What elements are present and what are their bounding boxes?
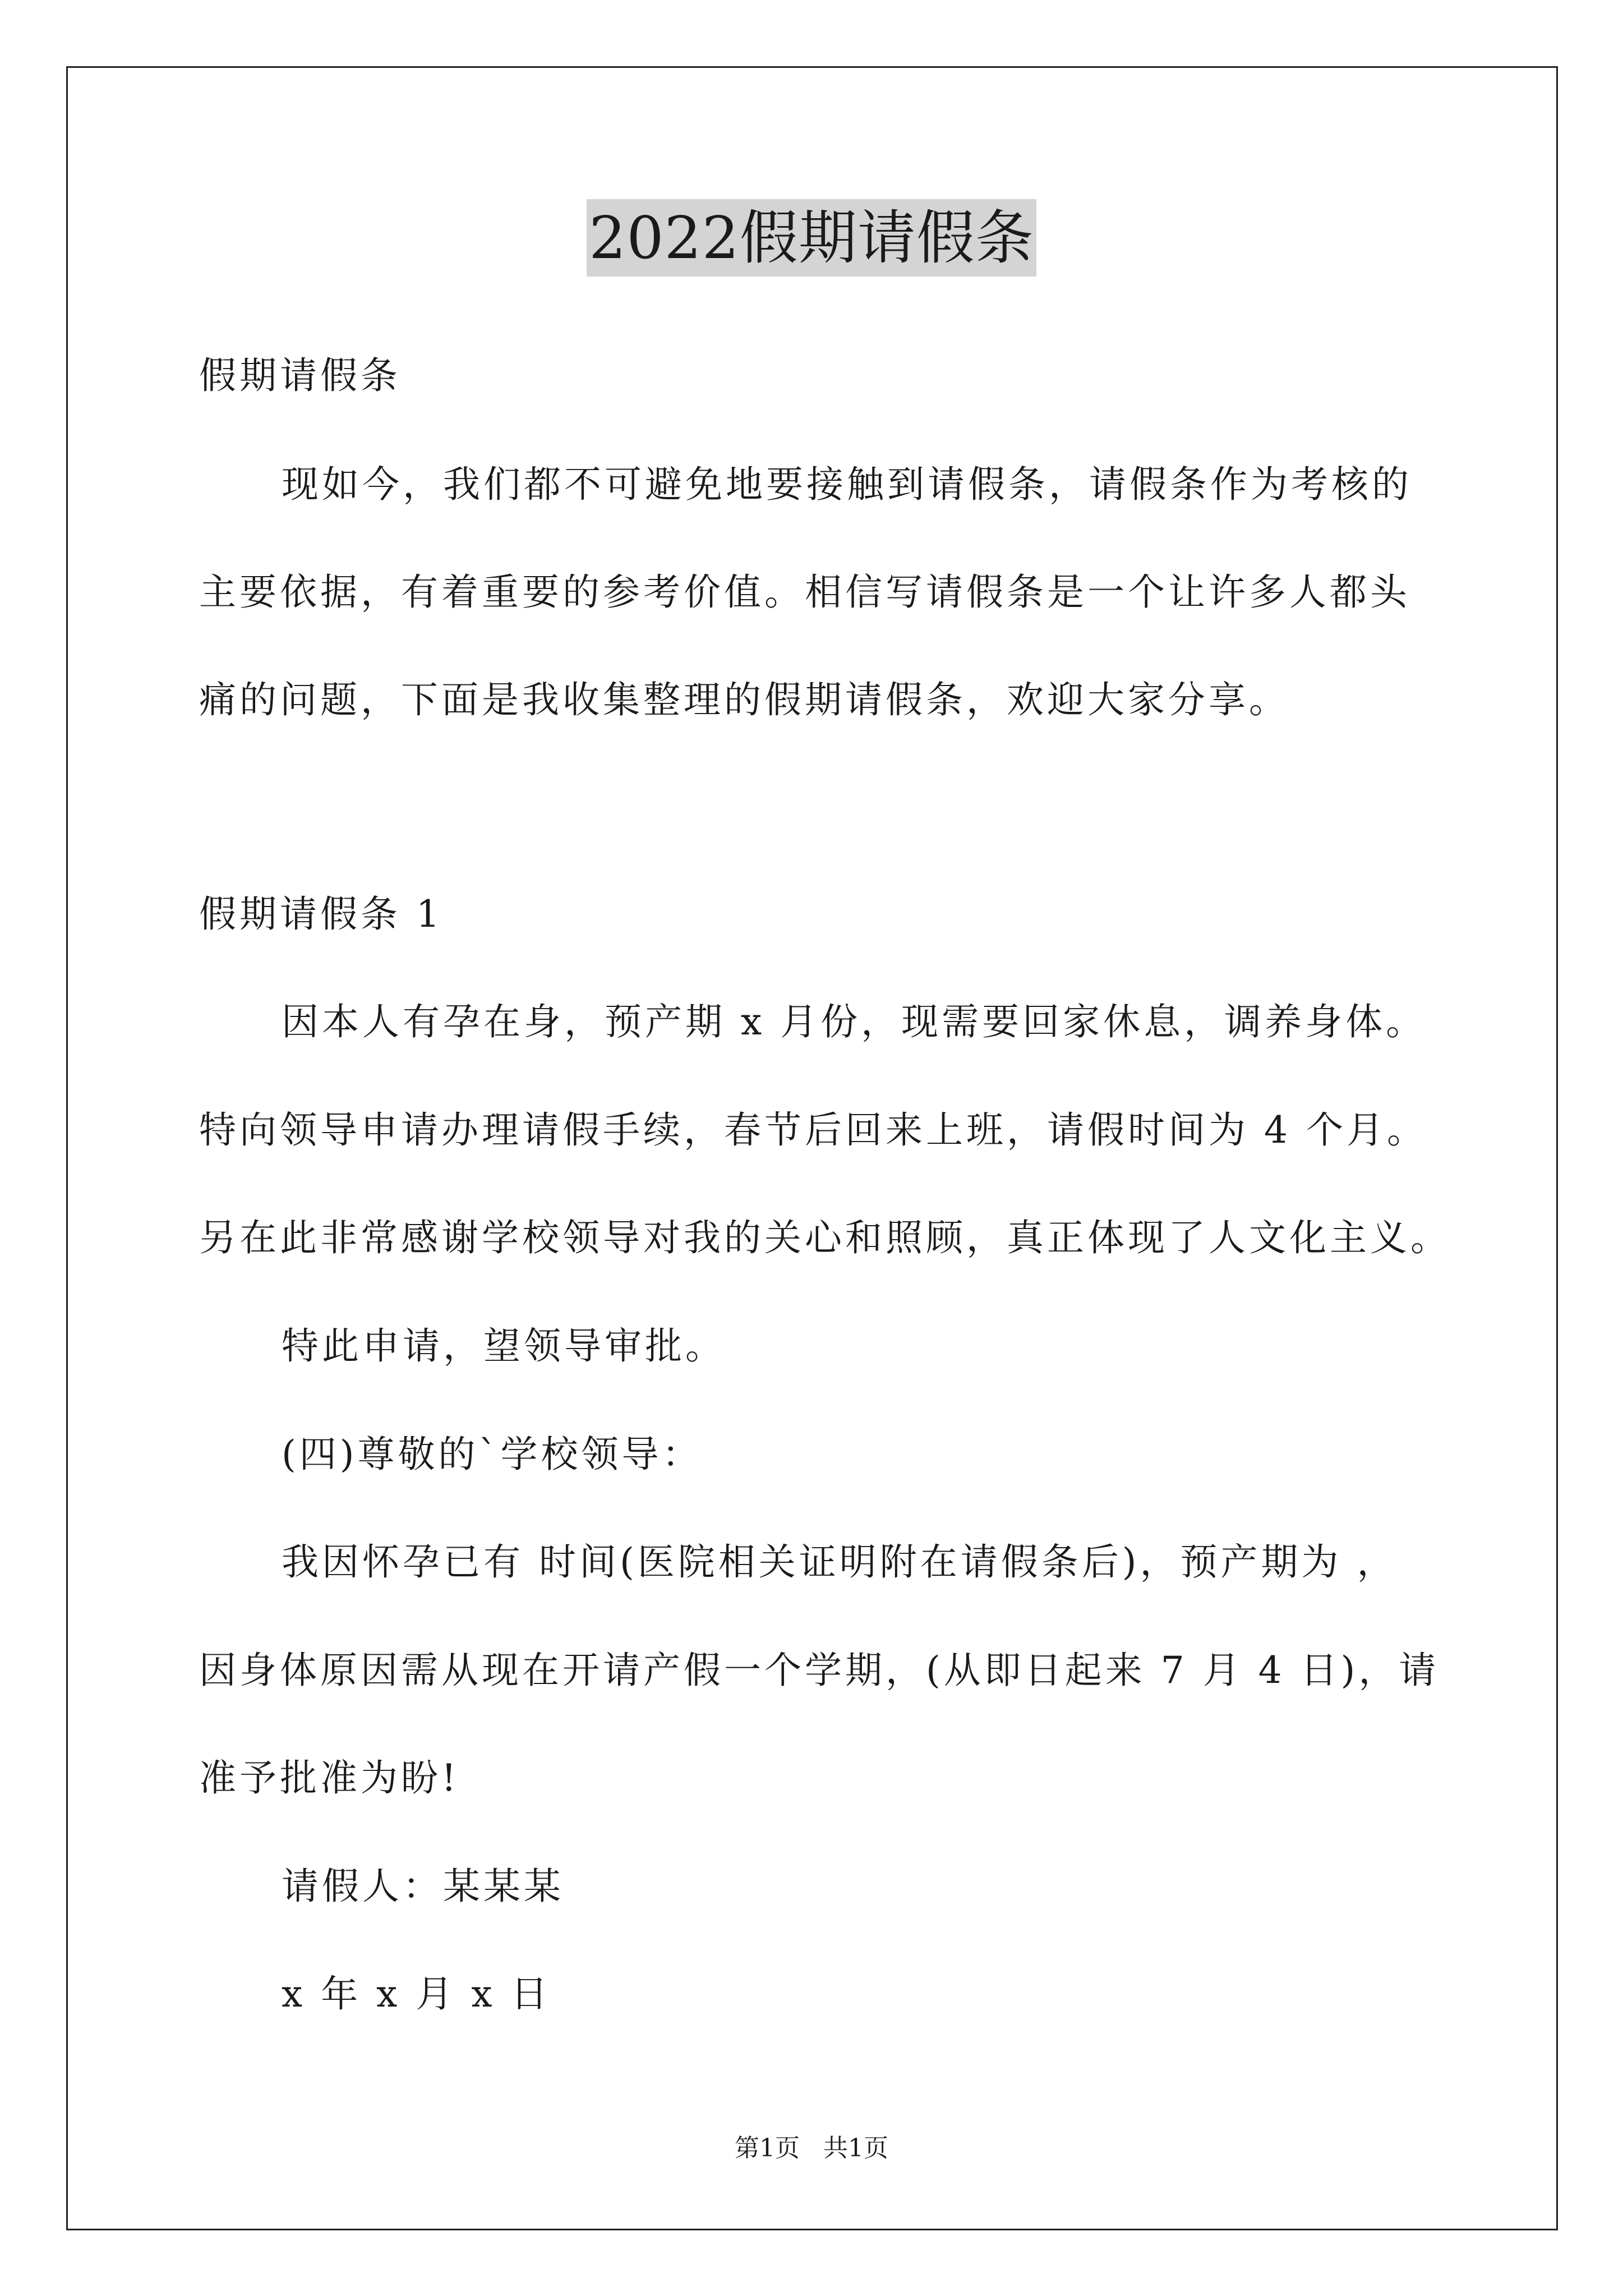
paragraph-line: 因身体原因需从现在开请产假一个学期，(从即日起来 7 月 4 日)，请 bbox=[199, 1649, 1440, 1692]
paragraph-line: 另在此非常感谢学校领导对我的关心和照顾，真正体现了人文化主义。 bbox=[199, 1216, 1451, 1259]
title-container bbox=[0, 199, 1623, 277]
paragraph-line: 特此申请，望领导审批。 bbox=[282, 1324, 726, 1368]
date-line: x 年 x 月 x 日 bbox=[282, 1972, 551, 2016]
paragraph-line: 因本人有孕在身，预产期 x 月份，现需要回家休息，调养身体。 bbox=[282, 1000, 1427, 1043]
salutation-line: (四)尊敬的`学校领导： bbox=[282, 1433, 703, 1476]
paragraph-line: 我因怀孕已有 时间(医院相关证明附在请假条后)，预产期为 ， bbox=[282, 1540, 1398, 1584]
section-heading-1: 假期请假条 1 bbox=[199, 892, 443, 936]
signature-line: 请假人：某某某 bbox=[282, 1865, 564, 1908]
document-title: 2022假期请假条 bbox=[587, 199, 1036, 277]
paragraph-line: 特向领导申请办理请假手续，春节后回来上班，请假时间为 4 个月。 bbox=[199, 1108, 1427, 1152]
paragraph-line: 主要依据，有着重要的参考价值。相信写请假条是一个让许多人都头 bbox=[199, 570, 1410, 614]
paragraph-line: 准予批准为盼! bbox=[199, 1756, 460, 1800]
paragraph-line: 现如今，我们都不可避免地要接触到请假条，请假条作为考核的 bbox=[282, 463, 1412, 506]
section-heading-intro: 假期请假条 bbox=[199, 354, 401, 397]
paragraph-line: 痛的问题，下面是我收集整理的假期请假条，欢迎大家分享。 bbox=[199, 678, 1289, 721]
page-footer: 第1页 共1页 bbox=[735, 2134, 888, 2162]
